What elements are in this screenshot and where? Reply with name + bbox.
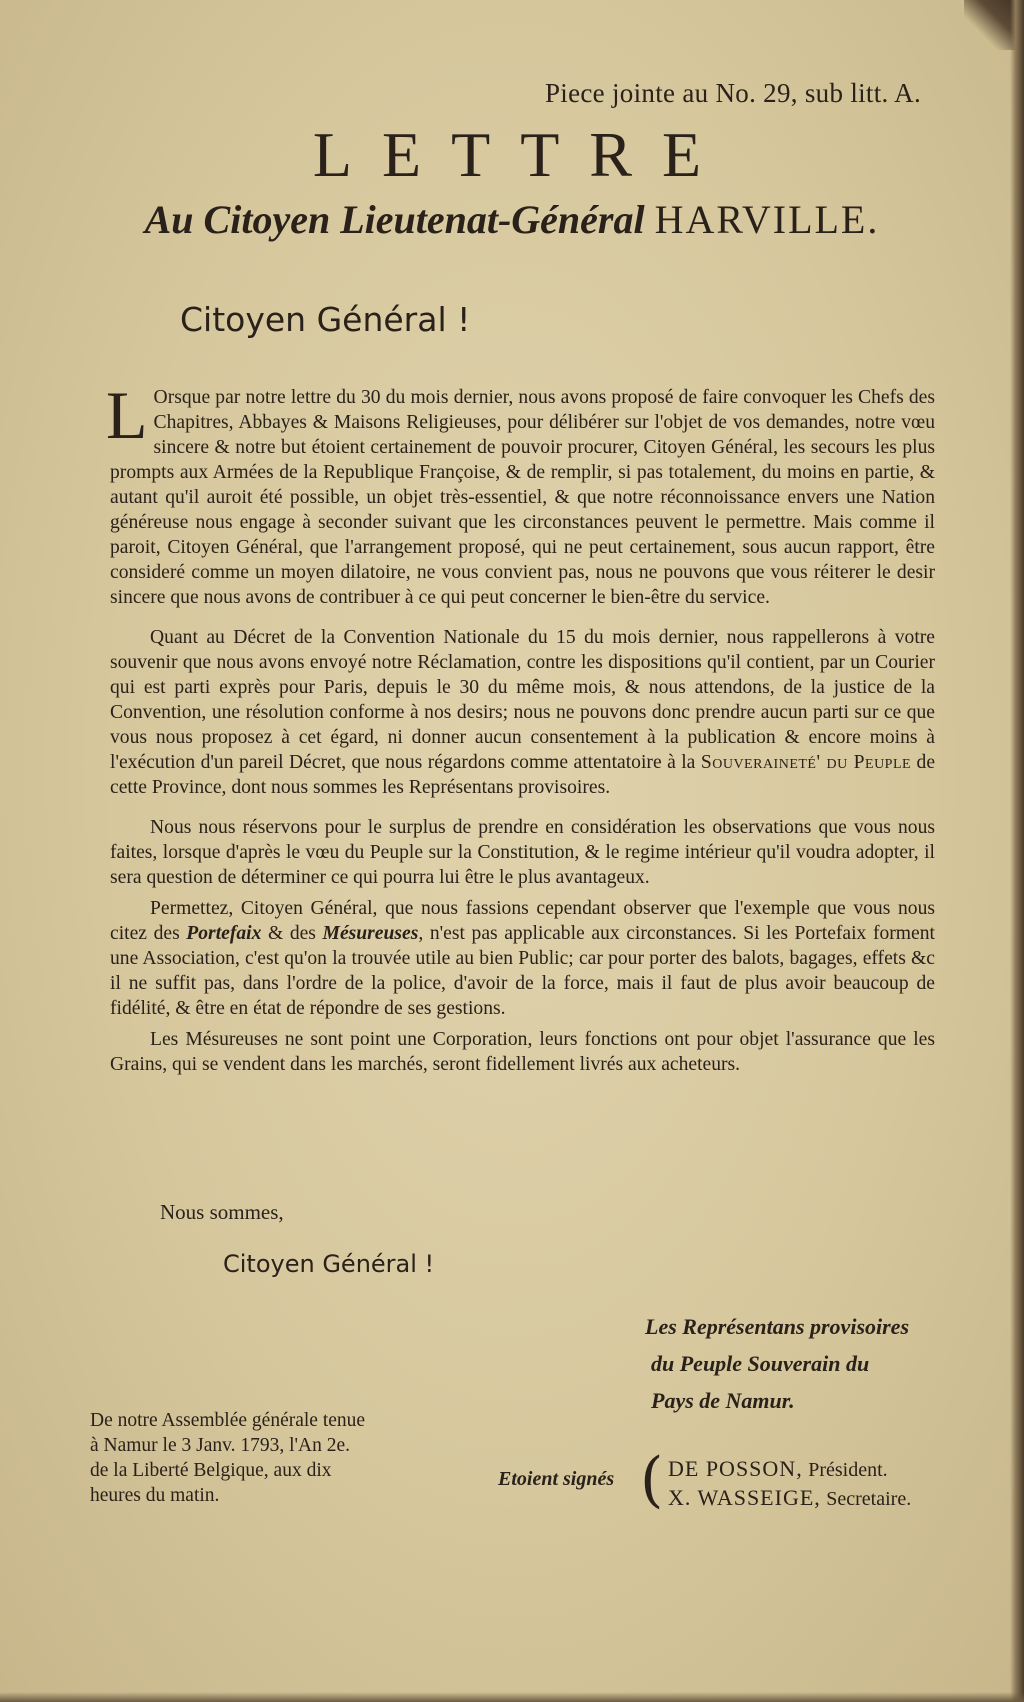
paragraph-3-text: Nous nous réservons pour le surplus de prendre en considération les observations que vous nous faites, lorsque d'après le vœu du Peuple sur la Constitution, & le regime intérieur qu'il voudra adopter, il sera question de déterminer ce qui pourra lui être le plus avantageux.: [110, 817, 935, 888]
signature-2: [668, 1484, 911, 1513]
signers-block: [645, 1308, 945, 1419]
paragraph-5-text: Les Mésureuses ne sont point une Corporation, leurs fonctions ont pour objet l'assurance que les Grains, qui se vendent dans les marchés, seront fidellement livrés aux acheteurs.: [110, 1029, 935, 1075]
place-date-line-1: De notre Assemblée générale tenue: [90, 1410, 366, 1431]
paragraph-2: [110, 625, 935, 800]
paragraph-4-italic-portefaix: Portefaix: [186, 923, 262, 944]
addressee-title: Au Citoyen Lieutenat-Général: [144, 197, 645, 242]
signers-line-1: Les Représentans provisoires: [645, 1314, 909, 1339]
signature-1-name: DE POSSON,: [668, 1456, 803, 1481]
paragraph-2-text-b: de cette Province, dont nous sommes les Représentans provisoires.: [110, 752, 936, 798]
paragraph-4-text-a: Permettez, Citoyen Général, que nous fassions cependant observer que l'exemple que vous nous citez des: [110, 898, 935, 944]
signers-line-3: Pays de Namur.: [651, 1388, 795, 1413]
paragraph-4-text-b: & des: [267, 923, 316, 944]
place-date-line-3: de la Liberté Belgique, aux dix: [90, 1460, 332, 1481]
place-date-block: [90, 1408, 420, 1508]
paragraph-2-smallcaps: Souveraineté' du Peuple: [700, 752, 912, 773]
place-date-line-2: à Namur le 3 Janv. 1793, l'An 2e.: [90, 1435, 351, 1456]
paragraph-2-text-a: Quant au Décret de la Convention Nationale du 15 du mois dernier, nous rappellerons à votre souvenir que nous avons envoyé notre Réclamation, contre les dispositions qu'il contient, par un Courier qui est parti exprès pour Paris, depuis le 30 du même mois, & nous attendons, de la justice de la Convention, une résolution conforme à nos desirs; nous ne pouvons donc prendre aucun parti sur ce que vous nous proposez à cet égard, ni donner aucun consentement à la publication & encore moins à l'exécution d'un pareil Décret, que nous régardons comme attentatoire à la: [110, 627, 935, 773]
signatures-brace: (: [640, 1445, 664, 1515]
closing-formula: Nous sommes,: [160, 1200, 284, 1224]
closing-salutation: Citoyen Général !: [223, 1250, 435, 1278]
signers-line-2: du Peuple Souverain du: [651, 1351, 870, 1376]
paragraph-4-text-c: , n'est pas applicable aux circonstances. Si les Portefaix forment une Association, c'est qu'on la trouvée utile au bien Public; car pour porter des balots, bagages, effets &c il ne suffit pas, dans l'ordre de la police, d'avoir de la force, mais il faut de plus avoir beaucoup de fidélité, & être en état de répondre de ses gestions.: [110, 923, 935, 1019]
signatures-names: [668, 1455, 911, 1513]
letter-title: LETTRE: [312, 119, 732, 190]
paragraph-4: [110, 896, 935, 1021]
drop-cap: L: [106, 377, 148, 453]
piece-jointe-reference: Piece jointe au No. 29, sub litt. A.: [544, 78, 921, 108]
salutation: Citoyen Général !: [180, 300, 471, 339]
paragraph-1-text: Orsque par notre lettre du 30 du mois dernier, nous avons proposé de faire convoquer les Chefs des Chapitres, Abbayes & Maisons Religieuses, pour délibérer sur l'objet de vos demandes, notre vœu sincere & notre but étoient certainement de pouvoir procurer, Citoyen Général, les secours les plus prompts aux Armées de la Republique Françoise, & de remplir, si pas totalement, du moins en partie, & autant qu'il auroit été possible, un objet très-essentiel, & que notre réconnoissance envers une Nation généreuse nous engage à seconder suivant que les circonstances peuvent le permettre. Mais comme il paroit, Citoyen Général, que l'arrangement proposé, qui ne peut certainement, sous aucun rapport, être consideré comme un moyen dilatoire, ne vous convient pas, nous ne pouvons que vous réiterer le desir sincere que nous avons de contribuer à ce qui peut concerner le bien-être du service.: [110, 387, 935, 608]
signature-1: [668, 1455, 911, 1484]
signature-2-name: X. WASSEIGE,: [668, 1485, 821, 1510]
paragraph-3: [110, 815, 935, 890]
paragraph-4-italic-mesureuses: Mésureuses: [322, 923, 419, 944]
signature-1-role: Président.: [808, 1459, 888, 1481]
page-bottom-edge: [0, 1692, 1024, 1702]
letter-addressee: [0, 196, 1024, 243]
addressee-name: HARVILLE.: [654, 197, 880, 242]
signature-2-role: Secretaire.: [826, 1488, 912, 1510]
page-edge: [1010, 0, 1024, 1702]
signatures-label: Etoient signés: [498, 1468, 615, 1490]
paragraph-1: [106, 377, 935, 610]
letter-body: [106, 377, 936, 1092]
paragraph-5: [110, 1027, 935, 1077]
place-date-line-4: heures du matin.: [90, 1485, 220, 1506]
